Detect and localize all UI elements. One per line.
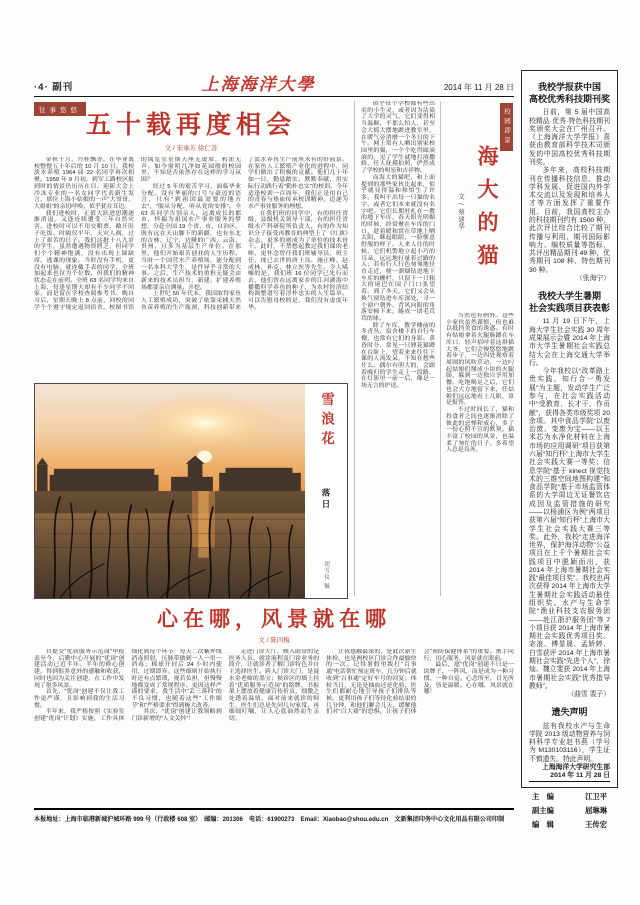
article-signature: （张海宁） <box>576 274 610 282</box>
body-paragraph: 多年来，高校科技期刊在传播科技信息、推动学科发展、促进国内外学术交流以及发现和培养人才等方面发挥了重要作用。目前，我国高校主办的科技期刊约有 1500 种，此次评比综合比较了期刊传播与利用、期刊国际影响力、编校质量等指标，共评出精品期刊 49 种，优秀期刊 108 种、特色期刊 30 种。 <box>529 167 610 274</box>
sidebar-article-body <box>529 318 610 699</box>
body-paragraph: 日前，第 5 届中国高校精品·优秀·特色科技期刊奖颁奖大会在广州召开。《上海海洋大学学报》喜获由教育部科学技术司颁发的中国高校优秀科技期刊奖。 <box>529 109 610 166</box>
article-cat-body-lower <box>446 313 514 596</box>
article-signature: （曲雪 裴子） <box>567 691 610 699</box>
article-title-cat: 海大的猫 <box>475 145 500 277</box>
body-paragraph: 兹有我校水产与生命学院 2013 级动物营养与饲料科学专业赵书燕（学号为 M130103116），学生证不慎遗失。特此声明。 <box>529 722 610 763</box>
article-body-reunion <box>34 157 348 379</box>
masthead: 上海海洋大學 <box>201 75 316 95</box>
body-paragraph: 而海大的猫吧，和上面提到的那些家伙比起来，似乎就显得温和和怕生了许多。我叫不出每一只猫的名字，或者它们本来就没有名字吧。它们长期驻扎在一教的地下车库，春天阳光明媚的时候，经常聚在车库的门口，趁着暖和窝在草地上晒太阳，眯起眼睛，一脸惬意舒服的样子。人来人往的时候，它们机警地立起小巧的耳朵，远远地打量着过路的人；若有行人行色匆匆地径直走近，便一溜烟钻进地下车库的栅栏，只留下一只粗大的尾巴在园子门口张望着。到了冬天，它们又会从换气窗钻进车库深处，寻一个窗户朝外、背风向阳的角落安顿下来，蜷成一团毛茸茸的球。 <box>361 174 435 322</box>
body-paragraph: 当然也有例外。这些小家伙虽然谨慎，但也难以抵挡美食的诱惑。有时有姑娘拿着火腿肠蹲在车库口，轻声招呼着这群猫大爷，它们会慢悠悠地踱着步子，一边四处观察着周围的风吹草动，一边叼起姑娘们掰成小块的火腿肠，躲到一边独自享用加餐。吃饱喝足之后，它们也会大方地留下来，任姑娘们远远地看上几眼，算是报答。 <box>446 313 514 407</box>
body-paragraph: 上世纪 50 年代末，我国取得家鱼人工繁殖成功，突破了依靠采捕天然鱼苗养殖的生产瓶颈，科技创新带来了淡水养鱼生产前所未有的好前景。在家鱼人工繁殖产业化的进程中，同学们做出了积极的贡献。他们几十年如一日，勤恳踏实、默默奉献，用实际行动践行着“勤朴忠实”的校训。今年适逢校训一百周年，我们正是用自己的青春与热血传承校训精神，追逐为水产事业服务的理想。 <box>141 157 348 311</box>
editor-row: 编 辑 王传宏 <box>532 819 607 829</box>
news-sidebar <box>521 70 618 829</box>
body-paragraph: 经过 5 年的艰苦学习，面临毕业分配。没有华丽的口号与豪迈的语言，只有“到祖国最需要的地方去”，“服从分配，听从党的安排”。全 63 名同学告别亲人，远离成长的都市，怀揣为祖国水产事业服务的梦想，分赴全国 19 个省、市、自治区，既有远在天山脚下的新疆，也有东北的吉林、辽宁，边陲的广西、云南、贵州，且多为基层生产单位。在那里，他们开始艰苦创业的人生历程。当时一个国营水产养殖场，能分配到一名本科大学生，是件异乎寻常的大事。之后，生产技术的重担无疑会由新来的技术员担当，新建、扩建养殖场都要亲自测量、开挖。 <box>141 183 241 291</box>
article-cat-column-2 <box>440 101 514 596</box>
body-paragraph: 似乎每个学校都有些出名的小生灵，或者因为沾染了大学的灵气，它们变得相当温顺，不那么怕人，甚至会大摇大摆地踱进教室里，在暖气旁消磨一个冬日的下午。网上常有人晒出别家校园里的猫，一个个吃得圆滚滚的，见了学生就地打滚撒娇，任人抚摸拍照，俨然成了学校的明星和吉祥物。 <box>361 101 435 175</box>
main-content <box>34 70 514 823</box>
editors-box <box>529 781 610 836</box>
body-paragraph: 半年来，我严格按照《实验室创建“优岗”计划》实施，工作具体细化到每个环节：每天二次紫外线消毒照射，压脉带做到一人一用一消毒；棉球开封后 24 小时内使用，过期即弃。这些细则开始执行时还有点繁琐，视若负担，但慢慢地都变成了常规程序。更因这样严谨的要求，我生活中“丢三落四”的不良习惯，也随着这些“工作细节”和“严格要求”得到极大改善。 <box>34 649 222 723</box>
article-scenery <box>34 603 514 799</box>
body-paragraph: 首先，“优岗”创建不仅让我工作更严谨，且影响到我的生活习惯。 <box>34 689 125 709</box>
body-paragraph: 在我们班的同学中，有的担任省级、县级机关领导干部，有的担任省级水产科研院所负责人，有的作为知识分子接受再教育的典型上了《红旗》杂志，更多的则成为了单位的技术骨干。此时，不禁想起教过我们课的老师，更怀念曾任我们班辅导员、班主任，现已去世的唐士良、施正峰、赵成林、孙克、林立医等先生。令人唏嘘的是，我们班 16 位同学已先行而去，他们曾在远离家乡的江河湖海中播撒科学养鱼的种子，为农村经济结构调整谱写着淳朴忠实的人生篇章。可以告慰母校的是，我们没有虚度年华。 <box>248 210 348 311</box>
body-paragraph: 自提交“优质服务示范岗”申报表至今，后勤中心开展的“优岗”创建活动已近半年。半年的修心创建，得到很多意外的感触和收获，同时也因为关注创建，在工作中发现了很多风景。 <box>34 649 125 689</box>
article-body-scenery <box>34 649 514 799</box>
page-header <box>34 70 514 94</box>
body-paragraph: 11 月 19 日下午，上海大学生社会实践 30 周年成果展示会暨 2014 年上海市大学生暑期社会实践总结大会在上海交通大学举行。 <box>529 318 610 367</box>
article-byline-cat: 文 / 蔡建华 <box>457 193 464 231</box>
photo-caption: 落日 <box>321 488 331 511</box>
sidebar-article-title: 我校大学生暑期 社会实践项目获表彰 <box>529 291 611 314</box>
header-rule <box>34 96 514 97</box>
editor-row: 副主编 屈琳琳 <box>532 805 607 815</box>
lost-notice-title: 遗失声明 <box>551 707 588 718</box>
page-number-label: ·4· 副刊 <box>34 82 74 93</box>
photo-box <box>34 383 348 599</box>
article-byline-reunion: 文 / 宋承芳 徐仁善 <box>164 145 218 152</box>
notice-signer: 上海海洋大学研究生部 <box>542 763 610 771</box>
photo-column-label: 雪浪花 <box>318 392 334 451</box>
article-cat-column-1 <box>361 101 435 596</box>
article-cat <box>354 101 514 596</box>
body-paragraph: 不过时间长了，猫和投食者之间也逐渐消除了彼此的忌惮和戒心，多了一份心照不宣的默契。猫丰富了校园的风景，也温柔了匆忙的日子。多希望人总是良善。 <box>446 407 514 454</box>
body-paragraph: 我们进校时，正值大跃进思潮逐渐消退，又逢连续遭受三年自然灾害。进校时可以不用交粮票，敞开肚子吃饭。时隔仅半年，天灾人祸，过上了艰苦的日子。我们这批十八九岁的学生，虽然遭遇物资匮乏，但同学们个个精神饱满，没有出现上课缺席、逃课的现象。当时没有手机，更没有电脑，就连戴手表的同学，全班加起来也仅为个位数，但我们的精神状态走在前列。全班 63 名同学均来自上海，每逢星期天却有不少同学不回家，而是留在学校查阅参考书。晚自习后，星期天晚上 8 点前，回校的同学个个遵守规定返回宿舍。校图书馆的阅览室星期天座无虚席，鸦雀无声。如今窗明几净如花园般的校园里，不知是否依然存在这样的学习氛围？ <box>34 157 241 311</box>
section-tab-campus-scene: 校园即景 <box>500 103 513 151</box>
article-cat-title-block <box>446 101 514 313</box>
editor-row: 主 编 江卫平 <box>532 791 607 801</box>
body-paragraph: 今年我校以“改革路上贵实践，知行合一勇发展”为主题，发动学生广泛参与，在社会实践活动中“受教育、长才干、作贡献”，获得各类市级奖项 20 余项。其中食品学院“以废治废、变废为宝——以玉米芯为水净化材料在上海市场的应用调研”项目获第六届“知行杯”上海市大学生社会实践大赛一等奖；信息学院“基于 kinect 视觉技术的三维空间地图构建”和食品学院“基于市场监管体系的大学周边无证餐饮店成因及监管措施的研究——以杨浦区为例”两项目获第六届“知行杯”上海市大学生社会实践大赛三等奖。此外，我校“走进海洋世界，保护海洋动物”公益项目在上千个暑期社会实践项目中脱颖而出，获 2014 年上海市暑期社会实践“最佳项目奖”。我校也再次获得 2014 年上海市大学生暑期社会实践活动最佳组织奖。水产与生命学院“渔业科技支农服务团——赴江浙沪服务团”等 7 个项目获 2014 年上海市暑期社会实践优秀项目奖。宓浪、傅显晟、孟娇婷、白雪获评 2014 年上海市暑期社会实践“先进个人”，徐灿、魏立斐获 2014 年上海市暑期社会实践“优秀指导教师”。 <box>529 368 610 690</box>
photo-credit: 胡雪仪 摄 <box>323 561 329 590</box>
body-paragraph: 其次，“优岗”创建让我领略到门诊新增的“人文关怀”！ <box>131 709 222 723</box>
article-byline-scenery: 文 / 陈四梅 <box>258 637 290 644</box>
lost-notice-body <box>529 723 610 781</box>
issue-date: 2014 年 11 月 28 日 <box>443 83 514 92</box>
body-paragraph: 金秋十月，丹桂飘香。在毕业离校整整五十年后的 10 月 10 日，我校淡水养殖 1964 届 22 名同学再次相聚。1959 年 9 月初，到军工路校区报到时的情景仍历历在目。迎新大会上冷冻专业的一名女同学代表新生发言，那位上海小姑娘的一声“大哥哥，大姐姐”的亲切呼唤，似乎犹在耳边。 <box>34 157 134 211</box>
body-paragraph: 除了车库，教学楼前的冬青丛、宿舍楼下的自行车棚，也常有它们的身影。黄昏时分，常见一只狸花猫蹲在台阶上，望着来来往往下课的人流发呆，不知在想些什么。偶尔有胆大的，会跟着晚归的学生走上一段路，在灯影里一前一后，像是一场无言的护送。 <box>361 322 435 390</box>
article-reunion <box>34 101 348 596</box>
article-title-scenery: 心在哪，风景就在哪 <box>157 606 391 631</box>
body-paragraph: 最后，愿“优岗”创建不只是一块牌子、一阵风，而是成为一种习惯、一种自觉。心念所至，目光所及，皆是温暖。心在哪，风景就在哪！ <box>423 662 514 696</box>
notice-date: 2014 年 11 月 28 日 <box>550 772 610 780</box>
article-title-reunion: 五十载再度相会 <box>85 110 296 139</box>
section-tab-memories: 往事悠悠 <box>34 102 86 116</box>
body-paragraph: 走进门诊大厅，映入眼帘的是医务人员、就诊流程及门诊业务的简介，让就诊者了解门诊特色并自主选择医生。跨入门诊大门，是聂水金老师的墨宝；候诊区的墙上挂着“优质服务示范岗”的铭牌，书报架上摆放着健康宣传折页，细微之处透着温情。面对前来就诊的师生，医生们总是先问几句家常，再细细叮嘱，让人心底油然而生亲切。 <box>228 649 320 723</box>
photo-caption-strip <box>305 384 347 598</box>
imprint-footer <box>34 808 514 823</box>
sidebar-article-body <box>529 109 610 283</box>
body-paragraph: 让我感触最深的，是此次新生体检，也是两校区门诊合作最愉快的一次。记得暑假里拨打“百事通”电话帮忙预定班车，几分钟后就收到“百事通”定好车号的回复；体检当日，无论是抽血还是化验，医生们都耐心地引导孩子们排队等候，更利用孩子们等待化验结果的几分钟，和他们聊会儿天，缓解他们对“白大褂”的恐惧，让孩子们体会“预防保健体系”的重要。携手同行，用心服务，风景就在眼前。 <box>326 649 514 716</box>
sunset-photo <box>35 384 305 598</box>
sidebar-article-title: 我校学报获中国 高校优秀科技期刊奖 <box>529 82 611 105</box>
imprint-text: 本报地址：上海市临港新城沪城环路 999 号（行政楼 608 室） 邮编：201306 电话：61900273 Email：Xiaobao@shou.edu.cn 文新集团印务中心文化用品有限公司印制 <box>34 816 505 823</box>
